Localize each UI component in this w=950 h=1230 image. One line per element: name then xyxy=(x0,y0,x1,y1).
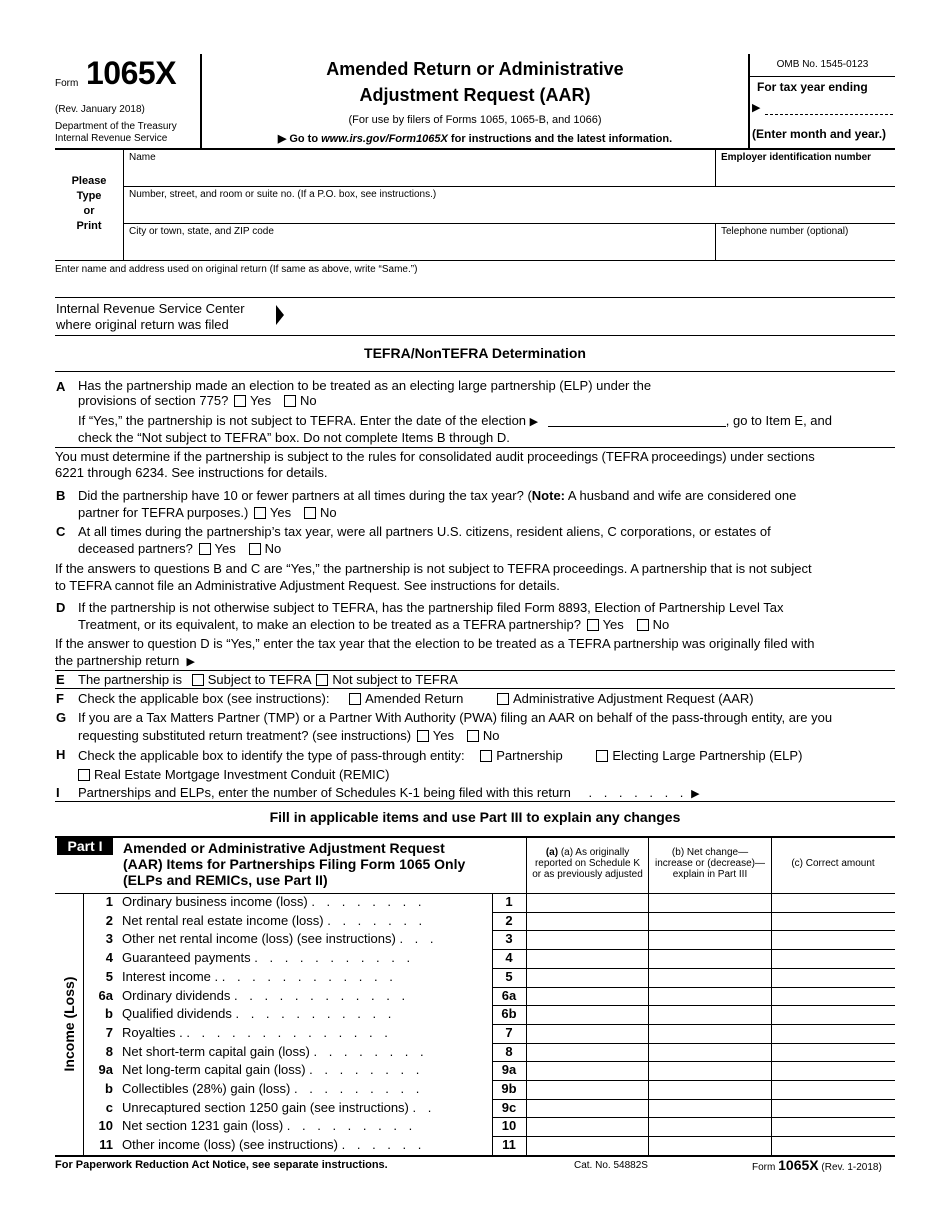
partnership-checkbox[interactable] xyxy=(480,750,492,762)
line-number: c xyxy=(105,1099,113,1115)
line-box-number: 7 xyxy=(505,1024,513,1040)
column-c-input[interactable] xyxy=(772,1136,894,1155)
item-f-letter: F xyxy=(56,691,64,706)
line-label: Unrecaptured section 1250 gain (see instructions) . . xyxy=(122,1099,436,1115)
line-box-number: 9b xyxy=(501,1081,517,1096)
line-box-number: 2 xyxy=(505,912,513,928)
form-title-line2: Adjustment Request (AAR) xyxy=(359,85,591,105)
column-b-input[interactable] xyxy=(649,893,771,912)
line-box-number: 6a xyxy=(501,987,517,1003)
revision-date: (Rev. January 2018) xyxy=(55,104,145,115)
item-a-text: Has the partnership made an election to be treated as an electing large partnership (ELP) under the provisions of section 775? Yes No xyxy=(78,378,652,408)
column-c-input[interactable] xyxy=(772,1061,894,1080)
election-date-input[interactable] xyxy=(548,414,726,427)
column-b-input[interactable] xyxy=(649,1117,771,1136)
column-c-input[interactable] xyxy=(772,930,894,949)
original-name-label: Enter name and address used on original return (If same as above, write “Same.”) xyxy=(55,264,418,275)
column-a-input[interactable] xyxy=(527,968,648,987)
ein-label: Employer identification number xyxy=(721,152,872,163)
amended-return-checkbox[interactable] xyxy=(349,693,361,705)
column-c-input[interactable] xyxy=(772,1005,894,1024)
line-number: b xyxy=(105,1006,113,1022)
column-a-input[interactable] xyxy=(527,1136,648,1155)
line-number: 2 xyxy=(105,912,113,928)
line-box-number: 9c xyxy=(501,1099,517,1115)
form-number: 1065X xyxy=(86,55,177,91)
item-c-text: At all times during the partnership’s tax year, were all partners U.S. citizens, resident aliens, C corporations, or estates of deceased partners? Yes No xyxy=(78,524,771,556)
department: Department of the Treasury xyxy=(55,121,177,132)
line-number: 11 xyxy=(99,1137,113,1153)
line-number: 10 xyxy=(98,1118,113,1134)
arrow-right-icon: ▶ xyxy=(186,656,195,668)
item-c-letter: C xyxy=(56,524,66,539)
footer-form-id: Form 1065X (Rev. 1-2018) xyxy=(752,1157,882,1173)
item-d-no-checkbox[interactable] xyxy=(637,619,649,631)
item-h-text: Check the applicable box to identify the type of pass-through entity: Partnership Electing Large Partnership (ELP) Real Estate Mortgage Investment Conduit (REMIC) xyxy=(78,748,803,782)
item-a-letter: A xyxy=(56,379,66,394)
bc-answer-note: If the answers to questions B and C are “Yes,” the partnership is not subject to TEFRA proceedings. A partnership that is not subject to TEFRA cannot file an Administrative Adjustment Request. See instructions for details. xyxy=(55,561,812,593)
line-label: Other net rental income (loss) (see instructions) . . . xyxy=(122,931,438,947)
name-field[interactable] xyxy=(124,164,714,186)
line-number: 5 xyxy=(105,968,113,984)
column-c-input[interactable] xyxy=(772,893,894,912)
item-g-text: If you are a Tax Matters Partner (TMP) or a Partner With Authority (PWA) filing an AAR on behalf of the pass-through entity, are you requesting substituted return treatment? (see instructions) Yes No xyxy=(78,710,833,743)
column-a-input[interactable] xyxy=(527,949,648,968)
arrow-right-icon: ▶ xyxy=(529,416,539,428)
original-name-field[interactable] xyxy=(55,276,895,297)
not-subject-tefra-checkbox[interactable] xyxy=(316,674,328,686)
line-number: b xyxy=(105,1081,113,1096)
column-a-input[interactable] xyxy=(527,893,648,912)
column-c-input[interactable] xyxy=(772,1099,894,1118)
subject-tefra-checkbox[interactable] xyxy=(192,674,204,686)
column-a-input[interactable] xyxy=(527,987,648,1006)
line-box-number: 1 xyxy=(505,894,513,909)
column-a-input[interactable] xyxy=(527,1099,648,1118)
part-one-title: Amended or Administrative Adjustment Request (AAR) Items for Partnerships Filing Form 1065 Only (ELPs and REMICs, use Part II) xyxy=(123,840,466,888)
d-answer-note: If the answer to question D is “Yes,” enter the tax year that the election to be treated as a TEFRA partnership was originally filed with the partnership return ▶ xyxy=(55,636,815,668)
line-label: Net long-term capital gain (loss) . . . . . . . . xyxy=(122,1062,424,1078)
enter-month-note: (Enter month and year.) xyxy=(752,127,887,141)
line-box-number: 6b xyxy=(501,1006,517,1022)
income-loss-side-label: Income (Loss) xyxy=(61,976,77,1072)
column-c-input[interactable] xyxy=(772,1117,894,1136)
item-a-yes-checkbox[interactable] xyxy=(234,395,246,407)
column-b-input[interactable] xyxy=(649,1043,771,1062)
item-d-letter: D xyxy=(56,600,66,615)
line-box-number: 5 xyxy=(505,968,513,984)
column-b-input[interactable] xyxy=(649,987,771,1006)
column-a-input[interactable] xyxy=(527,1080,648,1099)
line-number: 9a xyxy=(98,1062,113,1078)
column-b-input[interactable] xyxy=(649,968,771,987)
column-b-input[interactable] xyxy=(649,1024,771,1043)
election-tax-year-input[interactable] xyxy=(220,654,894,669)
item-b-no-checkbox[interactable] xyxy=(304,507,316,519)
paperwork-notice: For Paperwork Reduction Act Notice, see separate instructions. xyxy=(55,1159,388,1171)
line-number: 8 xyxy=(105,1043,113,1059)
line-number: 6a xyxy=(98,987,113,1003)
instructions-link-line: ▶ Go to www.irs.gov/Form1065X for instructions and the latest information. xyxy=(277,133,673,145)
item-g-no-checkbox[interactable] xyxy=(467,730,479,742)
catalog-number: Cat. No. 54882S xyxy=(574,1160,648,1171)
name-label: Name xyxy=(129,152,156,163)
item-g-letter: G xyxy=(56,710,67,725)
line-label: Ordinary business income (loss) . . . . . . . . xyxy=(122,894,426,909)
item-c-no-checkbox[interactable] xyxy=(249,543,261,555)
arrow-right-icon: ▶ xyxy=(277,133,287,145)
column-b-input[interactable] xyxy=(649,930,771,949)
item-e-text: The partnership is Subject to TEFRA Not subject to TEFRA xyxy=(78,672,458,687)
part-one-tag: Part I xyxy=(57,838,113,855)
tax-year-ending-label: For tax year ending xyxy=(757,80,868,94)
line-label: Net section 1231 gain (loss) . . . . . . . . . xyxy=(122,1118,417,1134)
line-box-number: 11 xyxy=(502,1137,516,1153)
column-a-input[interactable] xyxy=(527,912,648,931)
line-label: Other income (loss) (see instructions) . . . . . . xyxy=(122,1137,426,1153)
line-label: Guaranteed payments . . . . . . . . . . . xyxy=(122,950,415,966)
column-a-input[interactable] xyxy=(527,1117,648,1136)
omb-number: OMB No. 1545-0123 xyxy=(776,59,869,70)
item-c-yes-checkbox[interactable] xyxy=(199,543,211,555)
elp-checkbox[interactable] xyxy=(596,750,608,762)
item-h-letter: H xyxy=(56,747,66,762)
form-title-line1: Amended Return or Administrative xyxy=(326,59,624,79)
column-b-input[interactable] xyxy=(649,1005,771,1024)
column-a-input[interactable] xyxy=(527,1043,648,1062)
city-field[interactable] xyxy=(124,237,714,259)
line-label: Interest income . . . . . . . . . . . . . xyxy=(122,968,397,984)
remic-checkbox[interactable] xyxy=(78,769,90,781)
irs-center-label: Internal Revenue Service Center where original return was filed xyxy=(56,301,245,332)
column-c-input[interactable] xyxy=(772,987,894,1006)
column-a-input[interactable] xyxy=(527,930,648,949)
column-c-header: (c) Correct amount xyxy=(791,858,875,869)
line-number: 3 xyxy=(105,931,113,947)
line-label: Net rental real estate income (loss) . . . . . . . xyxy=(122,912,427,928)
tax-year-input[interactable] xyxy=(765,114,893,115)
column-c-input[interactable] xyxy=(772,1080,894,1099)
line-label: Collectibles (28%) gain (loss) . . . . . . . . . xyxy=(122,1081,424,1096)
item-g-yes-checkbox[interactable] xyxy=(417,730,429,742)
item-e-letter: E xyxy=(56,672,65,687)
column-b-input[interactable] xyxy=(649,1080,771,1099)
column-b-input[interactable] xyxy=(649,1136,771,1155)
line-box-number: 3 xyxy=(505,931,513,947)
item-a-no-checkbox[interactable] xyxy=(284,395,296,407)
fill-items-heading: Fill in applicable items and use Part III to explain any changes xyxy=(269,809,681,825)
column-a-input[interactable] xyxy=(527,1024,648,1043)
line-label: Royalties . . . . . . . . . . . . . . . xyxy=(122,1024,392,1040)
column-c-input[interactable] xyxy=(772,949,894,968)
column-c-input[interactable] xyxy=(772,1043,894,1062)
item-b-yes-checkbox[interactable] xyxy=(254,507,266,519)
item-d-yes-checkbox[interactable] xyxy=(587,619,599,631)
irs-url[interactable]: www.irs.gov/Form1065X xyxy=(321,133,448,145)
line-number: 1 xyxy=(105,894,113,909)
line-box-number: 4 xyxy=(505,950,513,966)
column-b-input[interactable] xyxy=(649,1099,771,1118)
k1-count-input[interactable] xyxy=(765,782,894,800)
line-label: Net short-term capital gain (loss) . . . . . . . . xyxy=(122,1043,428,1059)
please-type-or-print: Please Type or Print xyxy=(71,175,107,232)
tefra-heading: TEFRA/NonTEFRA Determination xyxy=(364,345,586,361)
arrow-right-icon: ▶ xyxy=(752,102,761,114)
tefra-rules-note: You must determine if the partnership is subject to the rules for consolidated audit proceedings (TEFRA proceedings) under sections 6221 through 6234. See instructions for details. xyxy=(55,449,815,480)
line-label: Qualified dividends . . . . . . . . . . . xyxy=(122,1006,396,1022)
street-label: Number, street, and room or suite no. (If a P.O. box, see instructions.) xyxy=(129,189,437,200)
column-a-input[interactable] xyxy=(527,1005,648,1024)
column-c-input[interactable] xyxy=(772,968,894,987)
line-box-number: 10 xyxy=(501,1118,517,1134)
line-box-number: 9a xyxy=(501,1062,517,1078)
line-box-number: 8 xyxy=(505,1043,513,1059)
column-a-header: (a) (a) As originally reported on Schedule K or as previously adjusted xyxy=(532,847,643,880)
irs-name: Internal Revenue Service xyxy=(55,133,168,144)
street-field[interactable] xyxy=(124,200,894,222)
column-b-input[interactable] xyxy=(649,912,771,931)
irs-center-field[interactable] xyxy=(290,300,894,334)
item-b-text: Did the partnership have 10 or fewer partners at all times during the tax year? (Note: A husband and wife are considered one partner for TEFRA purposes.) Yes No xyxy=(78,488,797,520)
ein-field[interactable] xyxy=(716,164,894,186)
form-subtitle: (For use by filers of Forms 1065, 1065-B, and 1066) xyxy=(348,114,602,126)
arrow-right-icon xyxy=(276,305,284,325)
item-a-followup: If “Yes,” the partnership is not subject to TEFRA. Enter the date of the election ▶ , go to Item E, and check the “Not subject to TEFRA” box. Do not complete Items B through D. xyxy=(78,413,832,445)
form-label: Form xyxy=(55,78,79,89)
city-label: City or town, state, and ZIP code xyxy=(129,226,274,237)
line-number: 7 xyxy=(105,1024,113,1040)
line-label: Ordinary dividends . . . . . . . . . . . . xyxy=(122,987,410,1003)
arrow-right-icon: ▶ xyxy=(691,788,700,800)
column-c-input[interactable] xyxy=(772,1024,894,1043)
column-a-input[interactable] xyxy=(527,1061,648,1080)
phone-field[interactable] xyxy=(716,237,894,259)
column-b-header: (b) Net change— increase or (decrease)— explain in Part III xyxy=(654,847,766,880)
item-f-text: Check the applicable box (see instructions): Amended Return Administrative Adjustment Request (AAR) xyxy=(78,691,754,706)
phone-label: Telephone number (optional) xyxy=(721,226,849,237)
column-c-input[interactable] xyxy=(772,912,894,931)
line-number: 4 xyxy=(105,950,113,966)
aar-checkbox[interactable] xyxy=(497,693,509,705)
item-i-text: Partnerships and ELPs, enter the number of Schedules K-1 being filed with this return . . . . . . . ▶ xyxy=(78,785,700,800)
item-i-letter: I xyxy=(56,785,60,800)
column-b-input[interactable] xyxy=(649,1061,771,1080)
item-b-letter: B xyxy=(56,488,66,503)
column-b-input[interactable] xyxy=(649,949,771,968)
item-d-text: If the partnership is not otherwise subject to TEFRA, has the partnership filed Form 8893, Election of Partnership Level Tax Treatment, or its equivalent, to make an election to be treated as a TEFRA partnership? Yes No xyxy=(78,600,784,632)
